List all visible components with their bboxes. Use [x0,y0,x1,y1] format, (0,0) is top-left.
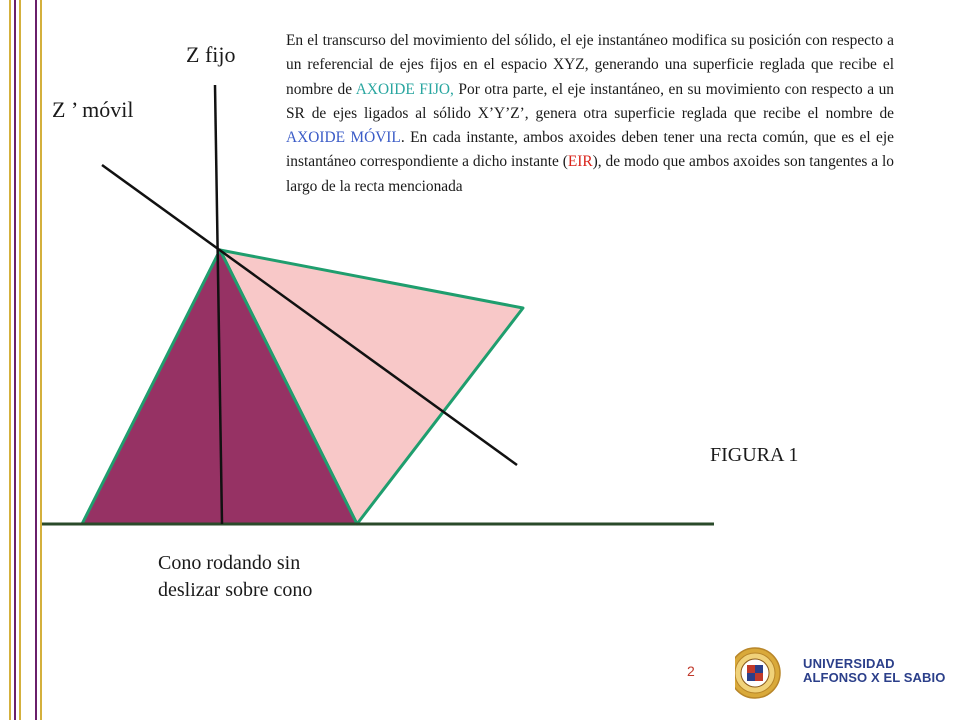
caption-line-2: deslizar sobre cono [158,579,313,601]
university-name-line-1: UNIVERSIDAD [803,656,895,671]
description-paragraph [286,29,894,199]
figure-caption [158,550,378,604]
eir-term: EIR [567,153,593,171]
fixed-axis-label: Z fijo [186,42,236,67]
figure-label: FIGURA 1 [710,444,799,466]
axoide-movil-term: AXOIDE MÓVIL [286,129,401,147]
university-name-line-2: ALFONSO X EL SABIO [803,670,946,685]
desc-text-2: Por otra parte, el eje instantáneo, en su movimiento con respecto a un SR de ejes ligados al sólido X’Y’Z’, genera otra superficie reglada que recibe el nombre de [286,80,894,122]
caption-line-1: Cono rodando sin [158,552,301,574]
page-number: 2 [687,663,695,679]
axoide-fijo-term: AXOIDE FIJO, [355,80,454,98]
desc-text-3: . En cada instante, ambos axoides deben tener una recta común, que es el eje instantáneo correspondiente a dicho instante ( [286,129,894,171]
desc-text-1: En el transcurso del movimiento del sólido, el eje instantáneo modifica su posición con respecto a un referencial de ejes fijos en el espacio XYZ, generando una superficie reglada que recibe el nombre de [286,32,894,98]
desc-text-4: ), de modo que ambos axoides son tangentes a lo largo de la recta mencionada [286,153,894,195]
mobile-axis-label: Z ’ móvil [52,97,134,122]
